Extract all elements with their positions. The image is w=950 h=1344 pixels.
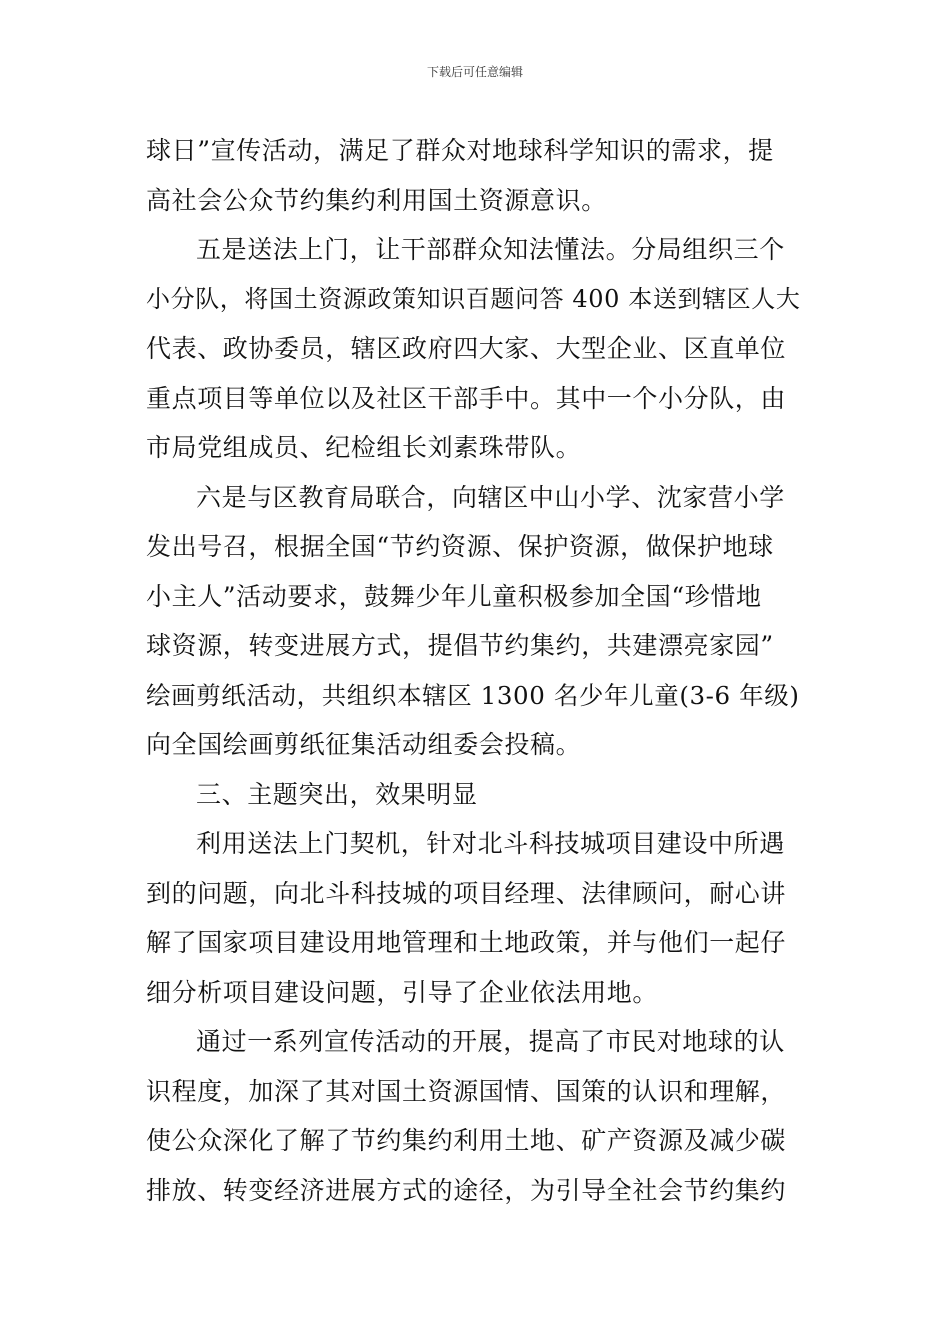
page-header: 下载后可任意编辑 <box>426 65 523 79</box>
text-line: 高社会公众节约集约利用国土资源意识。 <box>146 185 607 215</box>
text-line: 重点项目等单位以及社区干部手中。其中一个小分队，由 <box>146 383 787 413</box>
text-line: 六是与区教育局联合，向辖区中山小学、沈家营小学 <box>196 482 785 512</box>
text-line: 发出号召，根据全国“节约资源、保护资源，做保护地球 <box>146 532 774 561</box>
text-line: 三、主题突出，效果明显 <box>196 779 478 809</box>
text-line: 市局党组成员、纪检组长刘素珠带队。 <box>146 433 582 462</box>
text-line: 代表、政协委员，辖区政府四大家、大型企业、区直单位 <box>146 334 787 363</box>
text-line: 向全国绘画剪纸征集活动组委会投稿。 <box>146 730 582 759</box>
text-line: 小分队，将国土资源政策知识百题问答 400 本送到辖区人大 <box>146 284 801 313</box>
text-line: 小主人”活动要求，鼓舞少年儿童积极参加全国“珍惜地 <box>146 581 762 611</box>
text-line: 到的问题，向北斗科技城的项目经理、法律顾问，耐心讲 <box>146 878 787 908</box>
text-line: 解了国家项目建设用地管理和土地政策，并与他们一起仔 <box>146 928 787 957</box>
text-line: 五是送法上门，让干部群众知法懂法。分局组织三个 <box>196 235 785 264</box>
text-line: 排放、转变经济进展方式的途径，为引导全社会节约集约 <box>146 1175 787 1205</box>
text-line: 细分析项目建设问题，引导了企业依法用地。 <box>146 977 659 1007</box>
text-line: 使公众深化了解了节约集约利用土地、矿产资源及减少碳 <box>146 1126 787 1155</box>
document-body <box>146 126 806 1215</box>
text-line: 通过一系列宣传活动的开展，提高了市民对地球的认 <box>196 1027 785 1056</box>
text-line: 球日”宣传活动，满足了群众对地球科学知识的需求，提 <box>146 136 774 165</box>
text-line: 利用送法上门契机，针对北斗科技城项目建设中所遇 <box>196 829 785 858</box>
text-line: 识程度，加深了其对国土资源国情、国策的认识和理解， <box>146 1076 787 1106</box>
text-line: 绘画剪纸活动，共组织本辖区 1300 名少年儿童(3-6 年级) <box>146 680 800 710</box>
text-line: 球资源，转变进展方式，提倡节约集约，共建漂亮家园” <box>146 631 774 660</box>
